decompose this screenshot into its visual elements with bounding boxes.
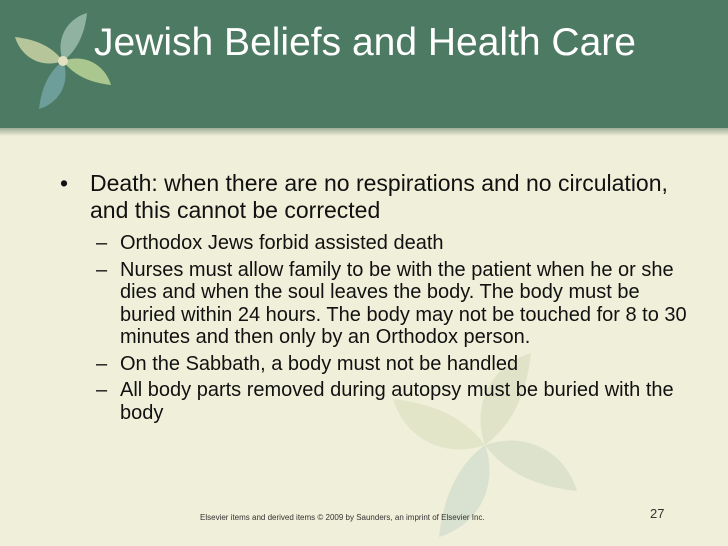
sub-bullet-item [56, 259, 696, 349]
sub-bullet-text: All body parts removed during autopsy must be buried with the body [120, 379, 674, 424]
title-band-shadow [0, 128, 728, 136]
sub-bullet-text: Orthodox Jews forbid assisted death [120, 232, 444, 254]
bullet-text: Death: when there are no respirations and no circulation, and this cannot be corrected [90, 170, 668, 223]
slide-title: Jewish Beliefs and Health Care [94, 21, 636, 64]
sub-bullet-item [56, 379, 696, 424]
sub-bullet-item [56, 353, 696, 376]
sub-bullet-marker: – [96, 232, 108, 254]
sub-bullet-marker: – [96, 258, 108, 281]
bullet-marker: • [60, 170, 69, 196]
copyright-footer: Elsevier items and derived items © 2009 by Saunders, an imprint of Elsevier Inc. [200, 513, 485, 522]
sub-bullet-text: On the Sabbath, a body must not be handled [120, 352, 519, 375]
sub-bullet-text: Nurses must allow family to be with the patient when he or she dies and when the soul leaves the body. The body must be buried within 24 hours. The body may not be touched for 8 to 30 minutes and then only by an Orthodox person. [120, 258, 687, 348]
bullet-item [56, 170, 696, 224]
page-number: 27 [650, 506, 665, 521]
sub-bullet-item [56, 232, 696, 255]
sub-bullet-marker: – [96, 352, 108, 375]
sub-bullet-marker: – [96, 379, 108, 401]
slide-content [56, 170, 696, 428]
